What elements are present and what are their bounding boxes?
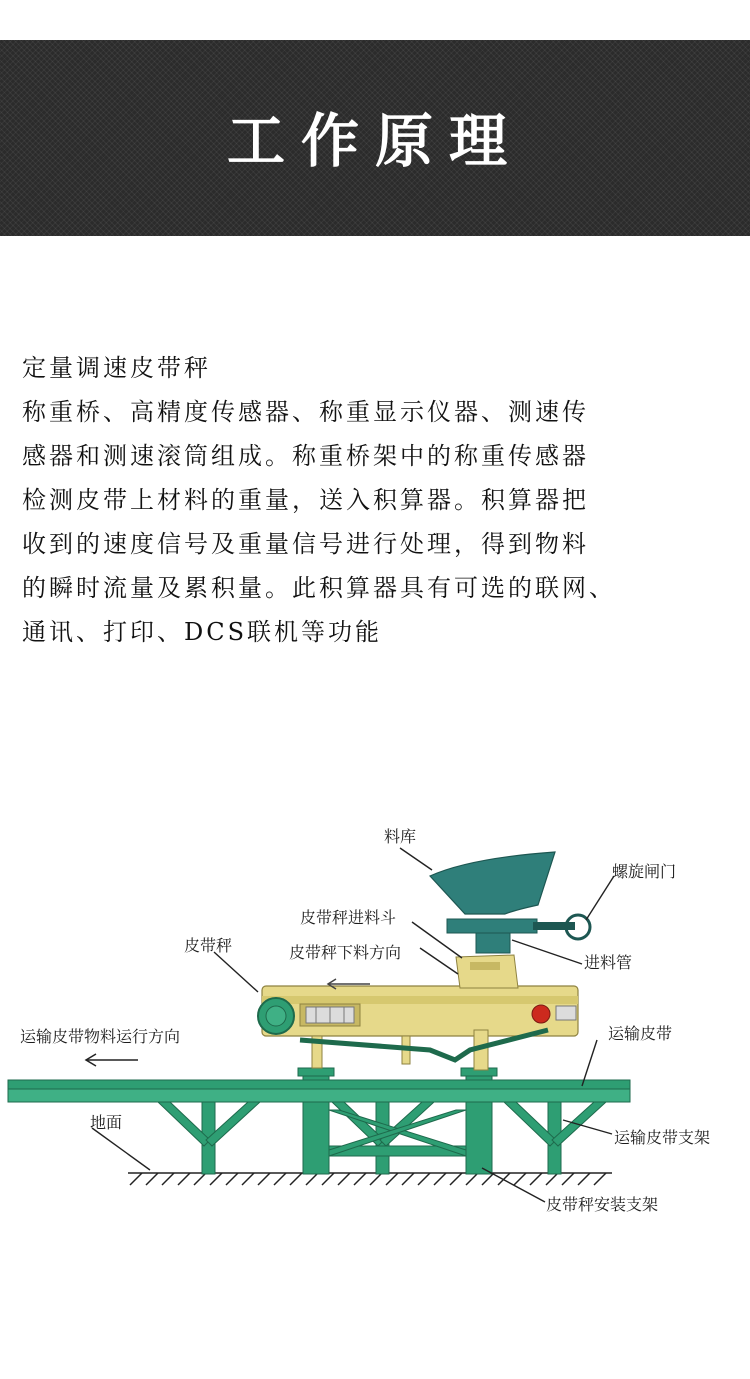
description-line: 通讯、打印、DCS联机等功能 xyxy=(22,618,383,646)
belt-scale-body xyxy=(258,986,578,1070)
label-discharge-direction: 皮带秤下料方向 xyxy=(289,943,402,962)
ground-hatch xyxy=(128,1173,612,1185)
label-hopper: 料库 xyxy=(384,827,417,846)
belt-scale-diagram xyxy=(0,800,750,1230)
header-banner xyxy=(0,40,750,236)
description-line: 定量调速皮带秤 xyxy=(22,354,211,382)
conveyor-direction-arrow xyxy=(86,1054,138,1066)
description-line: 称重桥、高精度传感器、称重显示仪器、测速传 xyxy=(22,398,589,426)
label-conveyor-support: 运输皮带支架 xyxy=(614,1128,711,1147)
description-line: 收到的速度信号及重量信号进行处理，得到物料 xyxy=(22,530,589,558)
label-ground: 地面 xyxy=(90,1113,123,1132)
label-belt-scale: 皮带秤 xyxy=(184,936,233,955)
page-title: 工作原理 xyxy=(226,107,523,175)
description-line: 感器和测速滚筒组成。称重桥架中的称重传感器 xyxy=(22,442,589,470)
description-line: 的瞬时流量及累积量。此积算器具有可选的联网、 xyxy=(22,574,616,602)
conveyor-belt xyxy=(8,1080,630,1102)
label-feed-hopper: 皮带秤进料斗 xyxy=(300,908,397,927)
description-line: 检测皮带上材料的重量，送入积算器。积算器把 xyxy=(22,486,589,514)
label-scale-support: 皮带秤安装支架 xyxy=(546,1195,659,1214)
description-text xyxy=(22,346,746,654)
hopper-assembly xyxy=(430,852,590,988)
label-feed-pipe: 进料管 xyxy=(584,953,633,972)
label-conveyor-direction: 运输皮带物料运行方向 xyxy=(20,1027,181,1046)
label-conveyor-belt: 运输皮带 xyxy=(608,1024,673,1043)
label-spiral-gate: 螺旋闸门 xyxy=(612,862,677,881)
